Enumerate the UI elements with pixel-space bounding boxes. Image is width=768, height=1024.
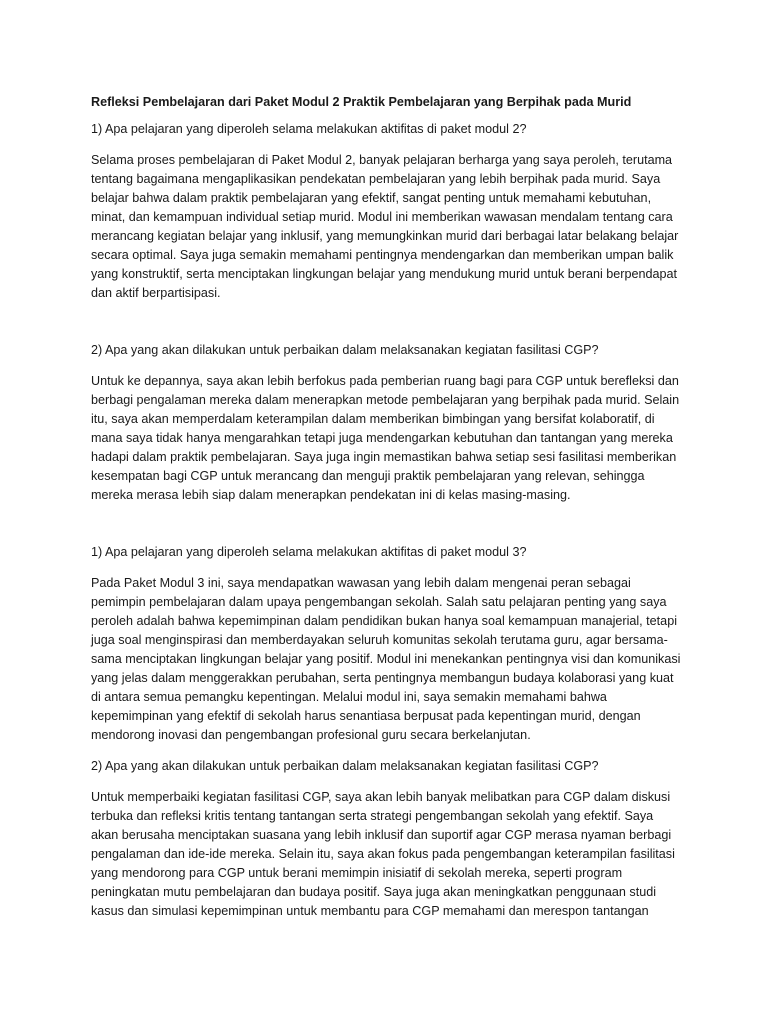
answer-4: Untuk memperbaiki kegiatan fasilitasi CGP, saya akan lebih banyak melibatkan para CGP dalam diskusi terbuka dan refleksi kritis tentang tantangan serta strategi pengembangan sekolah yang efektif. Saya akan berusaha menciptakan suasana yang lebih inklusif dan suportif agar CGP merasa nyaman berbagi pengalaman dan ide-ide mereka. Selain itu, saya akan fokus pada pengembangan keterampilan fasilitasi yang mendorong para CGP untuk berani memimpin inisiatif di sekolah mereka, seperti program peningkatan mutu pembelajaran dan budaya positif. Saya juga akan meningkatkan penggunaan studi kasus dan simulasi kepemimpinan untuk membantu para CGP memahami dan merespon tantangan xyxy=(91,790,675,918)
question-3: 1) Apa pelajaran yang diperoleh selama melakukan aktifitas di paket modul 3? xyxy=(91,545,527,559)
question-4: 2) Apa yang akan dilakukan untuk perbaikan dalam melaksanakan kegiatan fasilitasi CGP? xyxy=(91,759,599,773)
paragraph-spacer xyxy=(91,315,681,341)
answer-2: Untuk ke depannya, saya akan lebih berfokus pada pemberian ruang bagi para CGP untuk berefleksi dan berbagi pengalaman mereka dalam menerapkan metode pembelajaran yang berpihak pada murid. Selain itu, saya akan memperdalam keterampilan dalam memberikan bimbingan yang bersifat kolaboratif, di mana saya tidak hanya mengarahkan tetapi juga mendengarkan kebutuhan dan tantangan yang mereka hadapi dalam praktik pembelajaran. Saya juga ingin memastikan bahwa setiap sesi fasilitasi memberikan kesempatan bagi CGP untuk merancang dan menguji praktik pembelajaran yang relevan, sehingga mereka merasa lebih siap dalam menerapkan pendekatan ini di kelas masing-masing. xyxy=(91,374,680,502)
question-2: 2) Apa yang akan dilakukan untuk perbaikan dalam melaksanakan kegiatan fasilitasi CGP? xyxy=(91,343,599,357)
question-1: 1) Apa pelajaran yang diperoleh selama melakukan aktifitas di paket modul 2? xyxy=(91,122,527,136)
paragraph-spacer xyxy=(91,517,681,543)
answer-1: Selama proses pembelajaran di Paket Modul 2, banyak pelajaran berharga yang saya peroleh, terutama tentang bagaimana mengaplikasikan pendekatan pembelajaran yang lebih berpihak pada murid. Saya belajar bahwa dalam praktik pembelajaran yang efektif, sangat penting untuk memahami kebutuhan, minat, dan kemampuan individual setiap murid. Modul ini memberikan wawasan mendalam tentang cara merancang kegiatan belajar yang inklusif, yang memungkinkan murid dari berbagai latar belakang belajar secara optimal. Saya juga semakin memahami pentingnya mendengarkan dan memberikan umpan balik yang konstruktif, serta menciptakan lingkungan belajar yang mendukung murid untuk berani berpendapat dan aktif berpartisipasi. xyxy=(91,153,679,300)
document-title: Refleksi Pembelajaran dari Paket Modul 2 Praktik Pembelajaran yang Berpihak pada Murid xyxy=(91,95,632,109)
answer-3: Pada Paket Modul 3 ini, saya mendapatkan wawasan yang lebih dalam mengenai peran sebagai pemimpin pembelajaran dalam upaya pengembangan sekolah. Salah satu pelajaran penting yang saya peroleh adalah bahwa kepemimpinan dalam pendidikan bukan hanya soal kemampuan manajerial, tetapi juga soal menginspirasi dan memberdayakan seluruh komunitas sekolah terutama guru, agar bersama-sama menciptakan lingkungan belajar yang positif. Modul ini menekankan pentingnya visi dan komunikasi yang jelas dalam menggerakkan perubahan, serta pentingnya membangun budaya kolaborasi yang kuat di antara semua pemangku kepentingan. Melalui modul ini, saya semakin memahami bahwa kepemimpinan yang efektif di sekolah harus senantiasa berpusat pada kepentingan murid, dengan mendorong inovasi dan pengembangan profesional guru secara berkelanjutan. xyxy=(91,576,681,742)
document-body xyxy=(91,93,681,933)
